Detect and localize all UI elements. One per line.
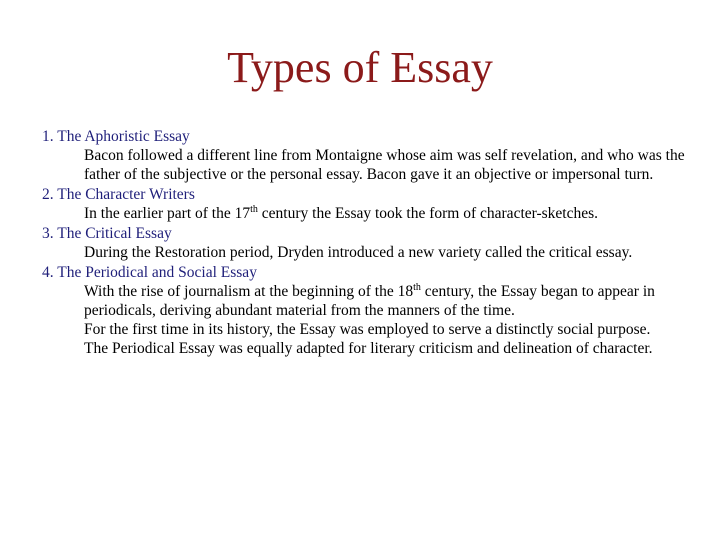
slide-title: Types of Essay	[227, 43, 493, 92]
description-paragraph: The Periodical Essay was equally adapted for literary criticism and delineation of character.	[84, 340, 653, 357]
ordinal-suffix: th	[250, 203, 258, 215]
ordinal-suffix: th	[413, 281, 421, 293]
item-heading: 4. The Periodical and Social Essay	[42, 264, 257, 281]
item-heading: 2. The Character Writers	[42, 186, 195, 203]
item-heading: 1. The Aphoristic Essay	[42, 128, 190, 145]
list-item-aphoristic-essay	[42, 127, 692, 184]
description-paragraph: For the first time in its history, the Essay was employed to serve a distinctly social purpose.	[84, 321, 651, 338]
description-text: With the rise of journalism at the beginning of the 18	[84, 283, 414, 300]
list-item-critical-essay	[42, 224, 692, 262]
list-item-periodical-social-essay	[42, 263, 692, 358]
item-heading: 3. The Critical Essay	[42, 225, 172, 242]
item-description	[84, 282, 692, 358]
description-text: century, the Essay began to appear in periodicals, deriving abundant material from the manners of the time.	[84, 283, 655, 319]
item-description	[84, 204, 692, 223]
description-text: In the earlier part of the 17	[84, 205, 251, 222]
list-item-character-writers	[42, 185, 692, 223]
item-description: Bacon followed a different line from Montaigne whose aim was self revelation, and who was the father of the subjective or the personal essay. Bacon gave it an objective or impersonal turn.	[84, 147, 685, 183]
description-paragraph	[84, 282, 692, 320]
description-text: century the Essay took the form of character-sketches.	[257, 205, 599, 222]
item-description: During the Restoration period, Dryden introduced a new variety called the critical essay.	[84, 244, 633, 261]
essay-type-list	[42, 127, 692, 359]
